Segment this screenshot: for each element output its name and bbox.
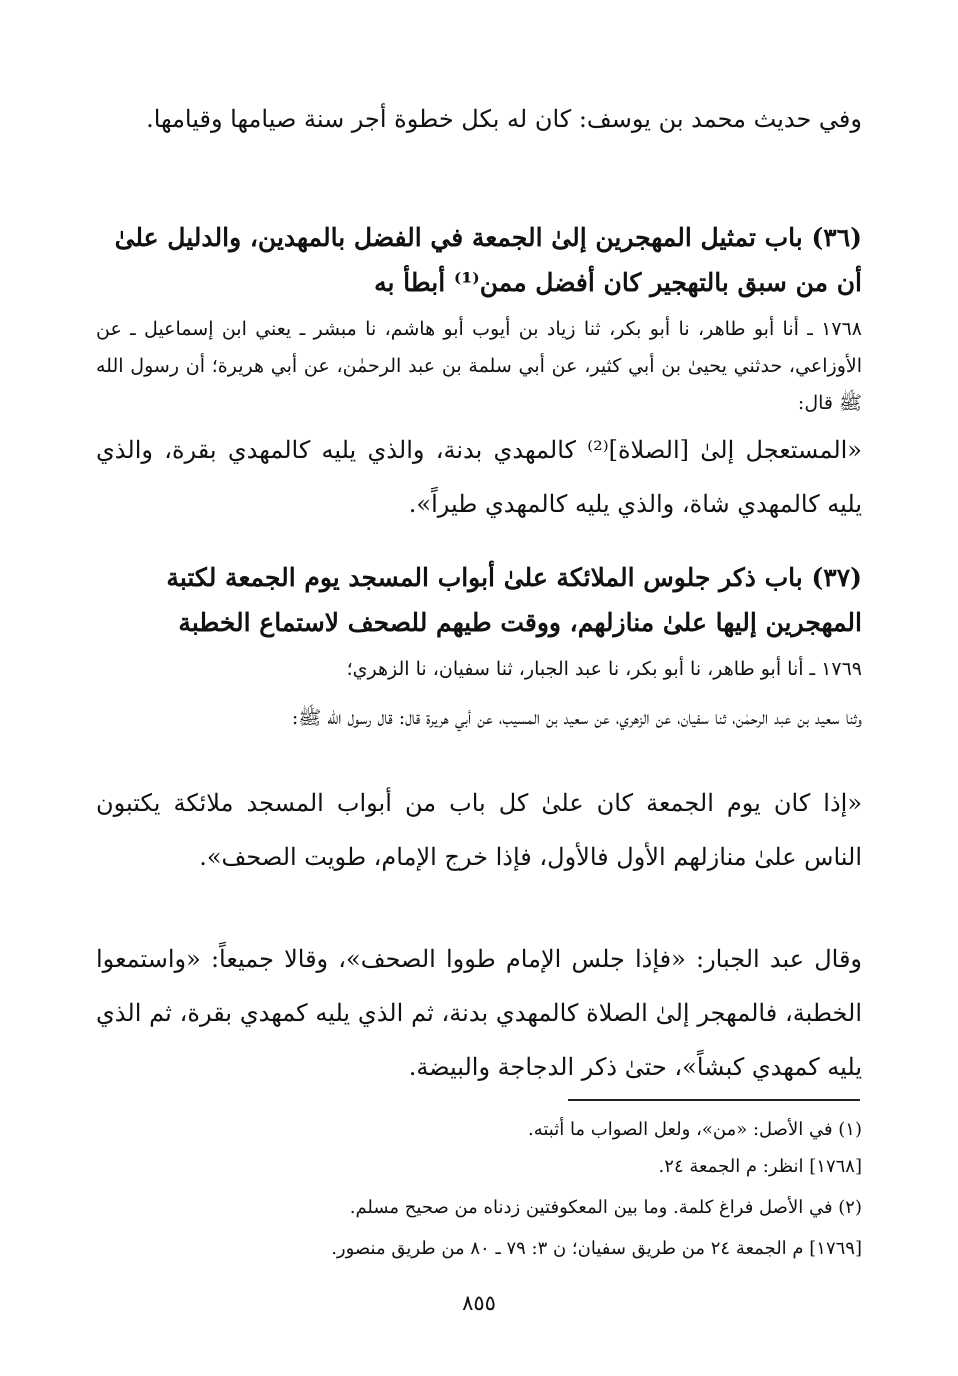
hadith-1768-isnad: ١٧٦٨ ـ أنا أبو طاهر، نا أبو بكر، ثنا زياد بن أيوب أبو هاشم، نا مبشر ـ يعني ابن إسماعيل ـ عن الأوزاعي، حدثني يحيىٰ بن أبي كثير، عن أبي سلمة بن عبد الرحمٰن، عن أبي هريرة؛ أن رسول الله ﷺ قال: — [96, 318, 862, 414]
intro-paragraph: وفي حديث محمد بن يوسف: كان له بكل خطوة أجر سنة صيامها وقيامها. — [146, 105, 862, 133]
footnote-ref-1768: [١٧٦٨] انظر: م الجمعة ٢٤. — [658, 1156, 862, 1177]
hadith-1769-isnad-first: ١٧٦٩ ـ أنا أبو طاهر، نا أبو بكر، نا عبد الجبار، ثنا سفيان، نا الزهري؛ — [346, 658, 862, 680]
chapter-36-title: (٣٦) باب تمثيل المهجرين إلىٰ الجمعة في الفضل بالمهدين، والدليل علىٰ أن من سبق بالتهجير كان أفضل ممن⁽¹⁾ أبطأ به — [114, 223, 862, 297]
hadith-1769-commentary: وقال عبد الجبار: «فإذا جلس الإمام طووا الصحف»، وقالا جميعاً: «واستمعوا الخطبة، فالمهجر إلىٰ الصلاة كالمهدي بدنة، ثم الذي يليه كمهدي بقرة، ثم الذي يليه كمهدي كبشاً»، حتىٰ ذكر الدجاجة والبيضة. — [96, 945, 862, 1081]
hadith-1768-text: «المستعجل إلىٰ [الصلاة]⁽²⁾ كالمهدي بدنة، والذي يليه كالمهدي بقرة، والذي يليه كالمهدي شاة، والذي يليه كالمهدي طيراً». — [96, 436, 862, 518]
footnote-1: (١) في الأصل: «من»، ولعل الصواب ما أثبته. — [527, 1119, 862, 1140]
chapter-37-title: (٣٧) باب ذكر جلوس الملائكة علىٰ أبواب المسجد يوم الجمعة لكتبة المهجرين إليها علىٰ منازلهم، ووقت طيهم للصحف لاستماع الخطبة — [166, 563, 862, 637]
footnote-separator — [568, 1099, 860, 1101]
footnote-2: (٢) في الأصل فراغ كلمة. وما بين المعكوفتين زدناه من صحيح مسلم. — [349, 1197, 862, 1218]
footnote-ref-1769: [١٧٦٩] م الجمعة ٢٤ من طريق سفيان؛ ن ٣: ٧٩ ـ ٨٠ من طريق منصور. — [331, 1238, 862, 1259]
hadith-1769-text: «إذا كان يوم الجمعة كان علىٰ كل باب من أبواب المسجد ملائكة يكتبون الناس علىٰ منازلهم الأول فالأول، فإذا خرج الإمام، طويت الصحف». — [96, 789, 862, 871]
hadith-1769-isnad-second: وثنا سعيد بن عبد الرحمٰن، ثنا سفيان، عن الزهري، عن سعيد بن المسيب، عن أبي هريرة قال: قال رسول الله ﷺ: — [291, 707, 862, 729]
page-number: ٨٥٥ — [462, 1291, 496, 1315]
